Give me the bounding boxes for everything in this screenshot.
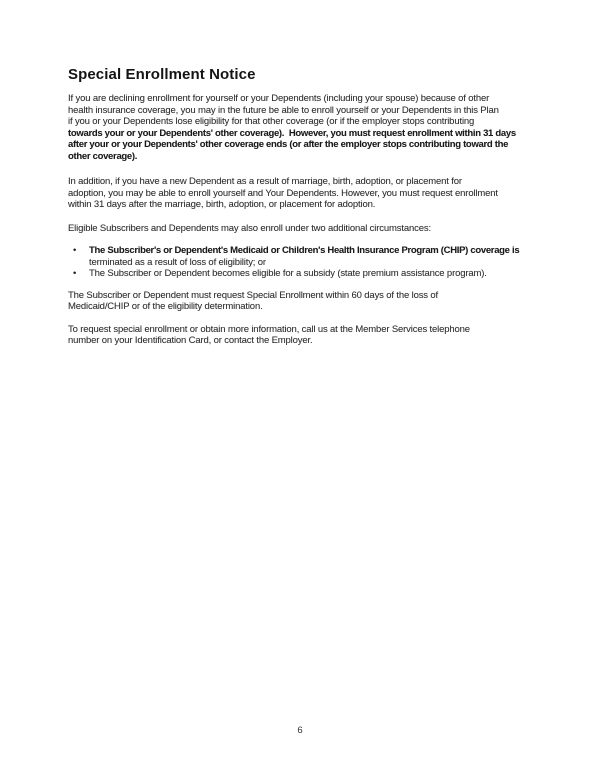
text-line-bold: towards your or your Dependents' other coverage). However, you must request enrollment within 31 days — [68, 127, 516, 139]
text-line: Eligible Subscribers and Dependents may also enroll under two additional circumstances: — [68, 222, 431, 234]
text-line: The Subscriber or Dependent becomes eligible for a subsidy (state premium assistance program). — [89, 268, 487, 279]
bullet-list — [68, 245, 554, 280]
text-line: If you are declining enrollment for yourself or your Dependents (including your spouse) because of other — [68, 93, 490, 104]
text-line: within 31 days after the marriage, birth, adoption, or placement for adoption. — [68, 199, 376, 210]
paragraph-new-dependent — [68, 176, 554, 211]
section-title: Special Enrollment Notice — [68, 66, 256, 83]
bullet-icon: • — [73, 245, 77, 256]
text-line: adoption, you may be able to enroll yourself and Your Dependents. However, you must request enrollment — [68, 187, 498, 199]
bullet-text — [89, 245, 554, 268]
paragraph-additional-circumstances — [68, 223, 554, 235]
paragraph-contact-info — [68, 324, 554, 347]
bullet-icon: • — [73, 268, 77, 279]
text-line: health insurance coverage, you may in the future be able to enroll yourself or your Dependents in this Plan — [68, 104, 499, 116]
text-line-bold: other coverage). — [68, 150, 138, 162]
page-number: 6 — [297, 725, 303, 736]
text-line: if you or your Dependents lose eligibility for that other coverage (or if the employer stops contributing — [68, 116, 475, 127]
text-line: In addition, if you have a new Dependent as a result of marriage, birth, adoption, or placement for — [68, 176, 462, 187]
text-line-bold: after your or your Dependents' other coverage ends (or after the employer stops contributing toward the — [68, 139, 509, 150]
bullet-text — [89, 268, 554, 280]
text-line: terminated as a result of loss of eligibility; or — [89, 256, 266, 268]
text-line: The Subscriber or Dependent must request Special Enrollment within 60 days of the loss of — [68, 289, 439, 301]
bullet-item-subsidy — [73, 268, 554, 280]
text-line: Medicaid/CHIP or of the eligibility determination. — [68, 301, 263, 312]
bullet-item-chip-coverage — [73, 245, 554, 268]
paragraph-declining-enrollment — [68, 93, 554, 162]
text-line: To request special enrollment or obtain more information, call us at the Member Services telephone — [68, 323, 470, 335]
paragraph-60-day-request — [68, 290, 554, 313]
text-line-bold: The Subscriber's or Dependent's Medicaid or Children's Health Insurance Program (CHIP) coverage is — [89, 245, 520, 256]
text-line: number on your Identification Card, or contact the Employer. — [68, 335, 313, 346]
document-content — [68, 66, 554, 347]
